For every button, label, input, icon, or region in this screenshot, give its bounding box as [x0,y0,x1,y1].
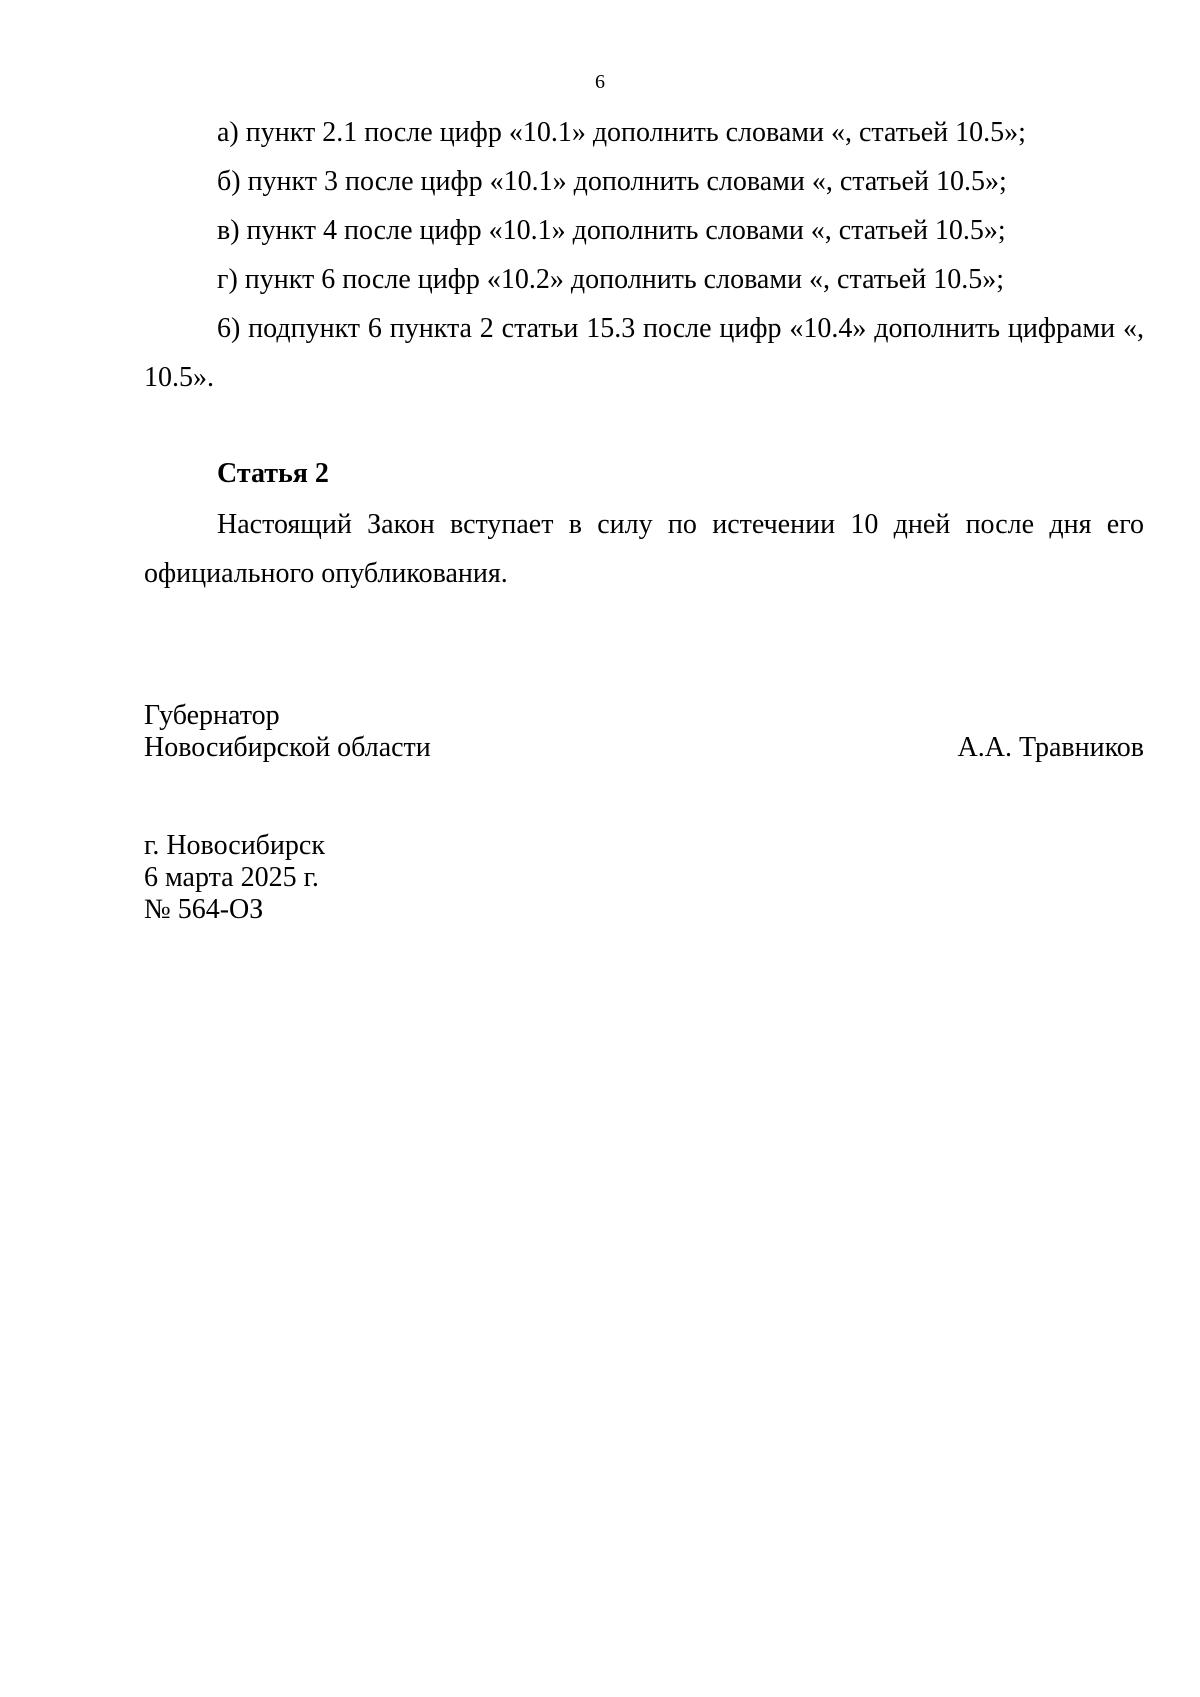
list-item: г) пункт 6 после цифр «10.2» дополнить словами «, статьей 10.5»; [217,264,1004,295]
law-number: № 564-ОЗ [144,894,264,925]
signature-line [144,732,1144,764]
date: 6 марта 2025 г. [144,862,319,893]
list-item: 6) подпункт 6 пункта 2 статьи 15.3 после цифр «10.4» дополнить цифрами «, 10.5». [144,313,1144,393]
signature-title-line1: Губернатор [144,700,280,731]
signatory-name: А.А. Травников [957,732,1144,763]
list-item: в) пункт 4 после цифр «10.1» дополнить словами «, статьей 10.5»; [217,215,1006,246]
page-number: 6 [595,71,605,93]
list-item: а) пункт 2.1 после цифр «10.1» дополнить словами «, статьей 10.5»; [217,117,1026,148]
article-text: Настоящий Закон вступает в силу по истечении 10 дней после дня его официального опубликования. [144,509,1144,589]
amendment-list [144,108,1144,402]
signature-title-line2: Новосибирской области [144,732,431,763]
place-date-block [144,830,325,926]
article-heading: Статья 2 [217,458,329,489]
city: г. Новосибирск [144,830,325,861]
list-item: б) пункт 3 после цифр «10.1» дополнить словами «, статьей 10.5»; [217,166,1007,197]
signature-block [144,700,1144,764]
article-body [144,500,1144,598]
